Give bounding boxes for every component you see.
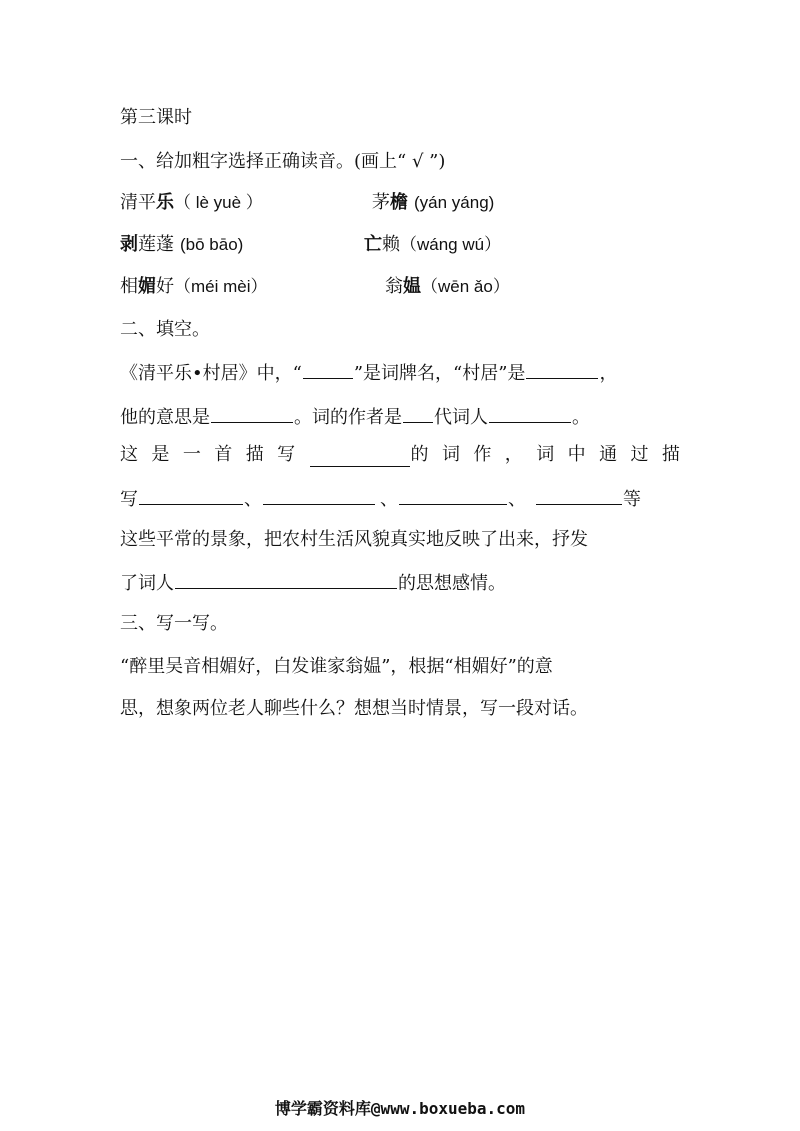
- pinyin-options[interactable]: （wáng wú）: [400, 235, 502, 254]
- pinyin-options[interactable]: (bō bāo): [180, 235, 244, 254]
- fill-line-3: 这 是 一 首 描 写 的 词 作 ， 词 中 通 过 描: [120, 444, 680, 465]
- pinyin-options[interactable]: (yán yáng): [414, 193, 495, 212]
- section3-line-2: 思，想象两位老人聊些什么？想想当时情景，写一段对话。: [120, 698, 588, 719]
- pinyin-item-4: 亡赖（wáng wú）: [364, 234, 502, 255]
- section2-heading: 二、填空。: [120, 319, 210, 340]
- fill-line-1: 《清平乐•村居》中，“ ”是词牌名，“村居”是 ，: [120, 360, 617, 386]
- blank-theme[interactable]: [310, 448, 410, 467]
- bold-char: 剥: [120, 234, 138, 255]
- blank-scene-1[interactable]: [139, 486, 243, 505]
- fill-line-5: 这些平常的景象，把农村生活风貌真实地反映了出来，抒发: [120, 529, 588, 550]
- bold-char: 媪: [403, 276, 421, 297]
- blank-emotion[interactable]: [175, 570, 397, 589]
- fill-line-2: 他的意思是 。词的作者是 代词人 。: [120, 404, 590, 430]
- bold-char: 檐: [390, 192, 408, 213]
- blank-scene-4[interactable]: [536, 486, 622, 505]
- blank-scene-3[interactable]: [399, 486, 507, 505]
- pinyin-item-5: 相媚好（méi mèi）: [120, 276, 268, 297]
- pinyin-item-3: 剥莲蓬 (bō bāo): [120, 234, 244, 255]
- lesson-title: 第三课时: [120, 107, 192, 128]
- fill-line-6: 了词人 的思想感情。: [120, 570, 506, 596]
- blank-meaning[interactable]: [211, 404, 293, 423]
- pinyin-options[interactable]: （ lè yuè ）: [174, 193, 263, 212]
- pinyin-options[interactable]: （méi mèi）: [174, 277, 268, 296]
- pinyin-options[interactable]: （wēn ǎo）: [421, 277, 510, 296]
- blank-cipai[interactable]: [303, 360, 353, 379]
- bold-char: 亡: [364, 234, 382, 255]
- blank-scene-2[interactable]: [263, 486, 375, 505]
- fill-line-4: 写 、 、 、 等: [120, 486, 641, 512]
- section3-heading: 三、写一写。: [120, 613, 228, 634]
- blank-dynasty[interactable]: [403, 404, 433, 423]
- blank-author[interactable]: [489, 404, 571, 423]
- bold-char: 媚: [138, 276, 156, 297]
- footer-watermark: 博学霸资料库@www.boxueba.com: [274, 1099, 526, 1118]
- section1-heading: 一、给加粗字选择正确读音。(画上“ √ ”): [120, 151, 446, 172]
- pinyin-item-2: 茅檐 (yán yáng): [372, 192, 495, 213]
- bold-char: 乐: [156, 192, 174, 213]
- pinyin-item-6: 翁媪（wēn ǎo）: [385, 276, 510, 297]
- pinyin-item-1: 清平乐（ lè yuè ）: [120, 192, 263, 213]
- section3-line-1: “醉里吴音相媚好，白发谁家翁媪”，根据“相媚好”的意: [120, 656, 553, 677]
- blank-cunju[interactable]: [526, 360, 598, 379]
